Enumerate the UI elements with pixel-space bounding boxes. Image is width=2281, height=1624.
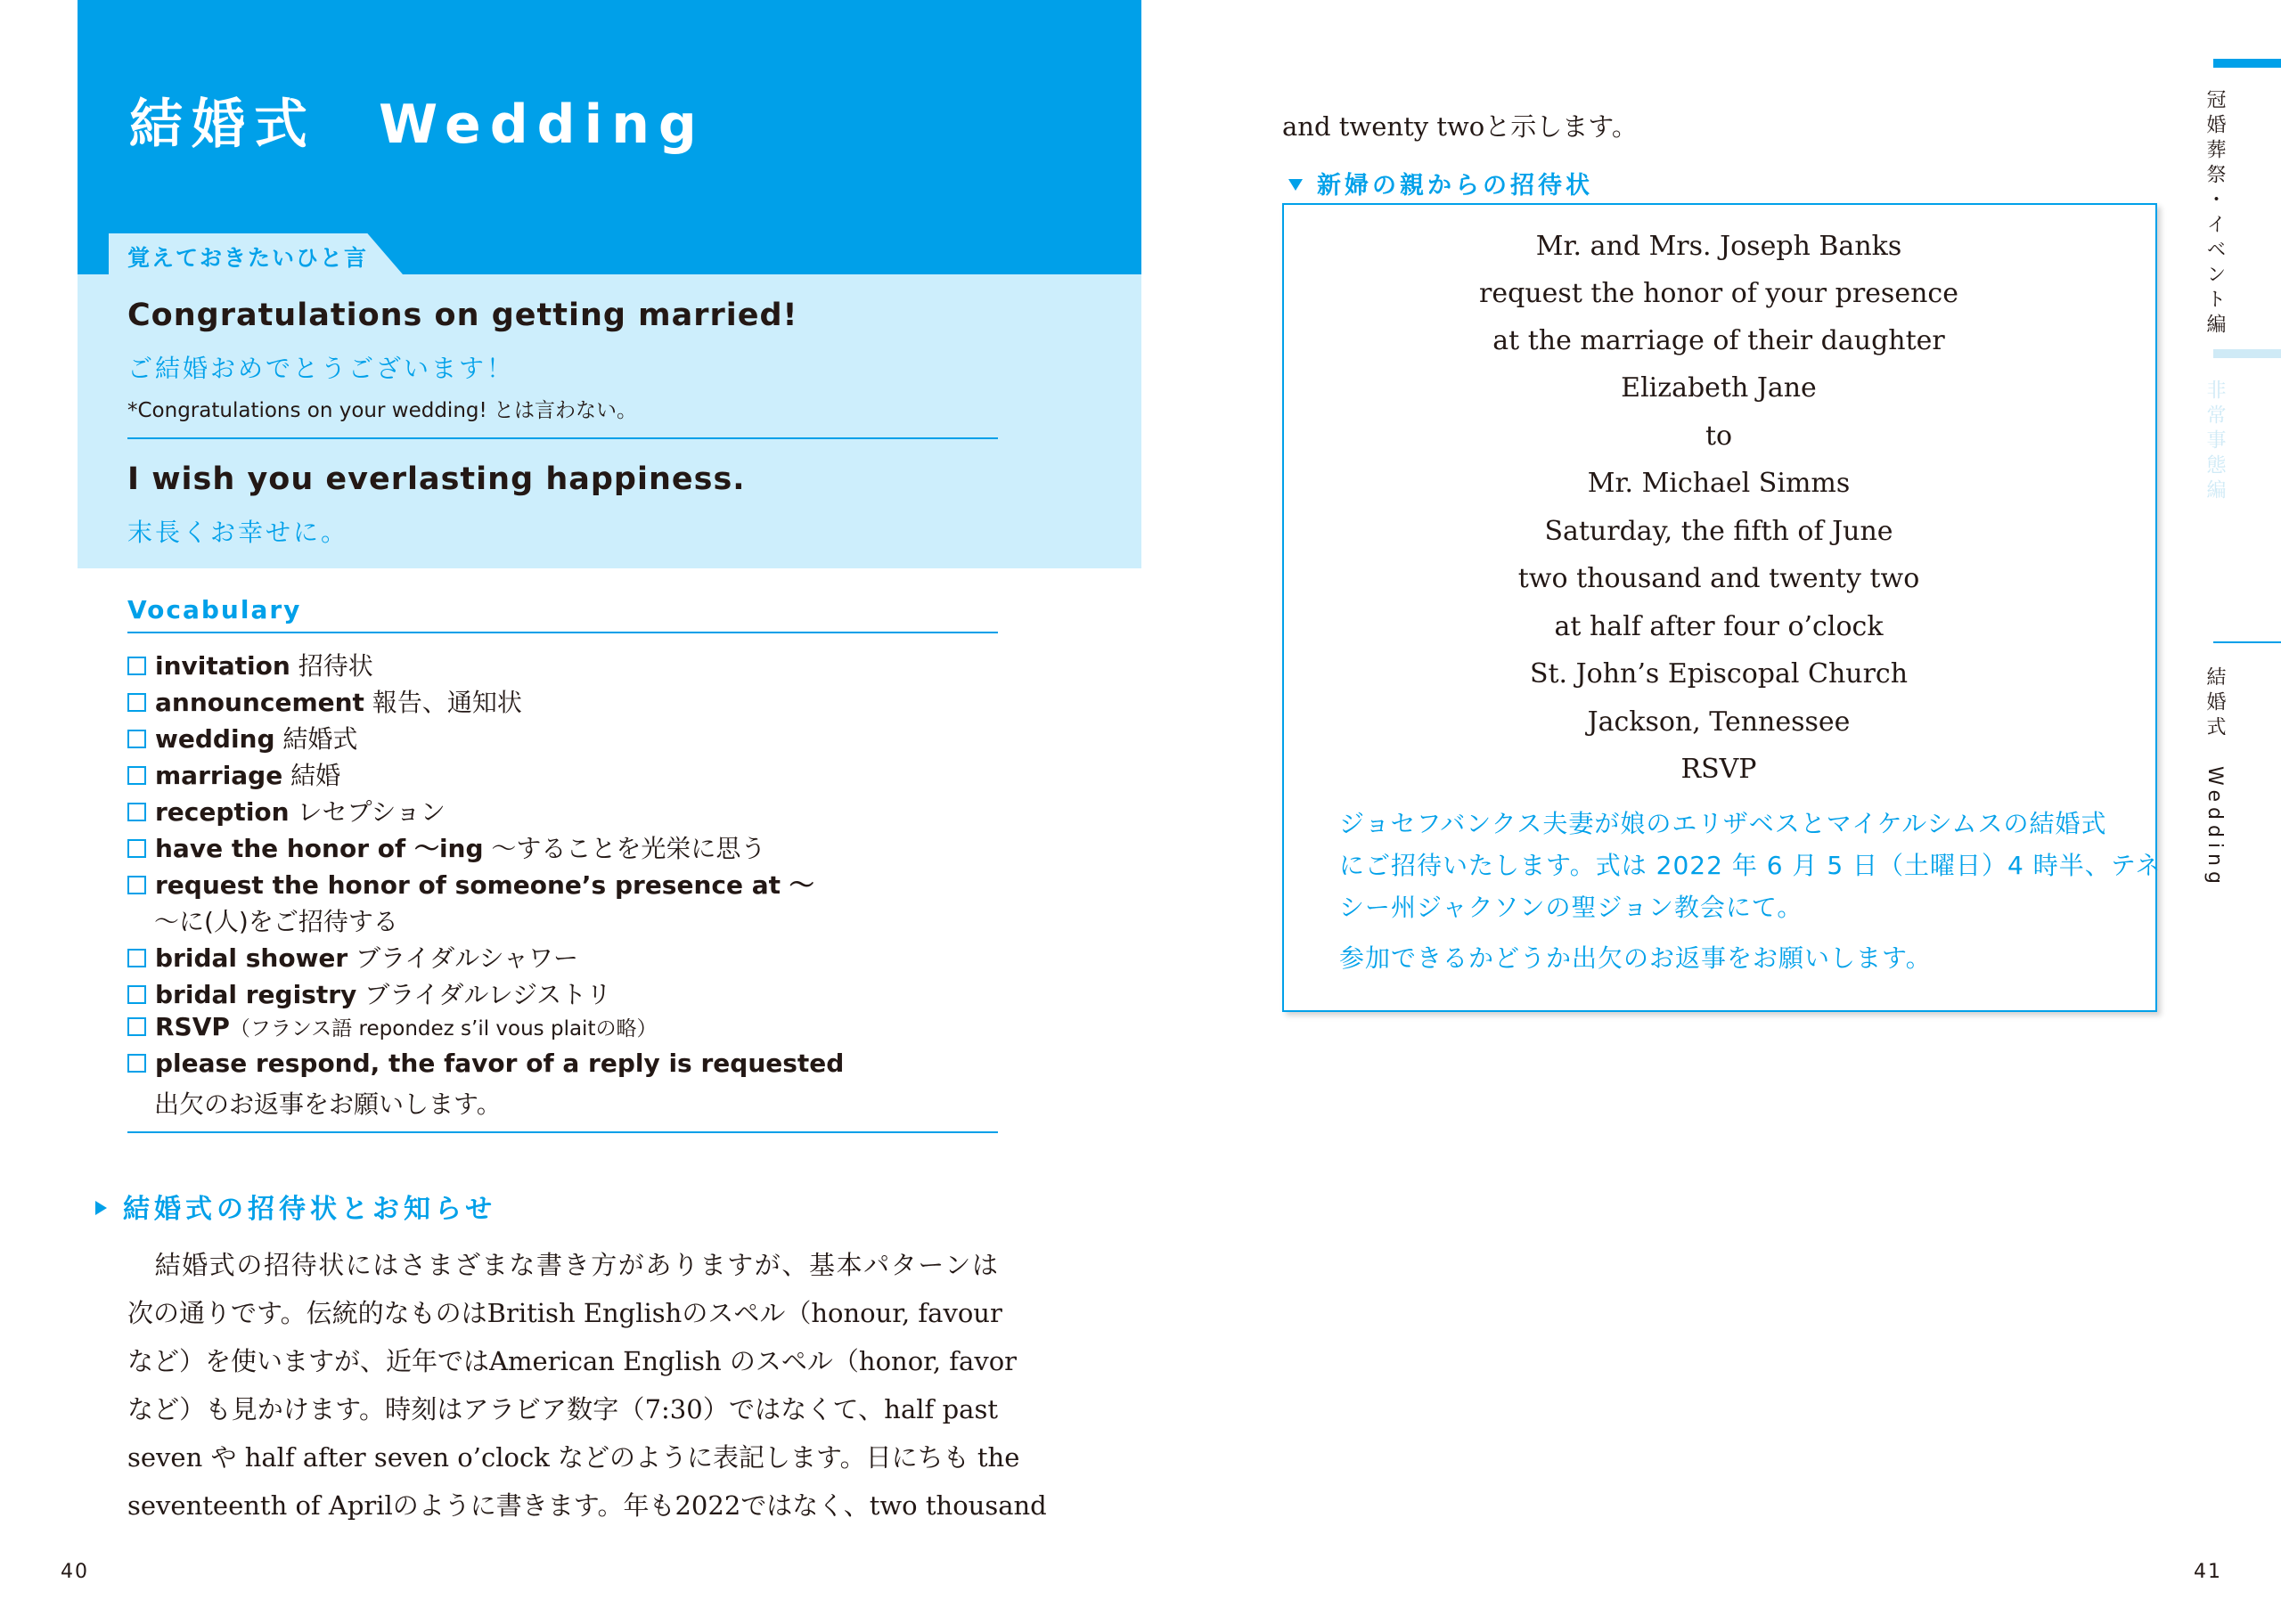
phrase-en: Congratulations on getting married!	[127, 298, 798, 333]
divider	[127, 1131, 998, 1133]
phrase-jp: ご結婚おめでとうございます！	[127, 354, 515, 383]
invitation-line: Saturday, the fifth of June	[1544, 516, 1893, 547]
translation-line: にご招待いたします。式は 2022 年 6 月 5 日（土曜日）4 時半、テネ	[1339, 851, 2162, 880]
index-label-ceremonies[interactable]: 冠婚葬祭・イベント編	[2203, 89, 2226, 339]
invitation-heading: 新婦の親からの招待状	[1288, 166, 1593, 200]
checkbox-icon	[127, 949, 146, 967]
body-text-line: など）を使いますが、近年ではAmerican English のスペル（honor, favor	[127, 1346, 1018, 1376]
vocab-item: RSVP（フランス語 repondez s’il vous plaitの略）	[127, 1012, 657, 1041]
checkbox-icon	[127, 803, 146, 821]
phrase-jp: 末長くお幸せに。	[127, 518, 349, 547]
index-divider	[2213, 641, 2281, 643]
checkbox-icon	[127, 730, 146, 748]
vocab-item: bridal registry ブライダルレジストリ	[127, 975, 611, 1011]
triangle-down-icon	[1288, 179, 1303, 191]
index-bar-active	[2213, 59, 2281, 68]
body-text-line: seventeenth of Aprilのように書きます。年も2022ではなく、two thousand	[127, 1490, 1047, 1521]
vocab-item: reception レセプション	[127, 793, 446, 828]
vocab-item: announcement 報告、通知状	[127, 683, 522, 719]
invitation-line: to	[1705, 420, 1733, 452]
body-text-line: seven や half after seven o’clock などのように表記します。日にちも the	[127, 1442, 1020, 1473]
continuation-text: and twenty twoと示します。	[1282, 111, 1638, 142]
divider	[127, 437, 998, 439]
phrase-en: I wish you everlasting happiness.	[127, 461, 746, 497]
translation-line: 参加できるかどうか出欠のお返事をお願いします。	[1339, 943, 1932, 973]
vocab-item: have the honor of ～ing ～することを光栄に思う	[127, 829, 765, 865]
title-banner	[78, 0, 1141, 274]
checkbox-icon	[127, 1017, 146, 1036]
index-label-wedding[interactable]: 結婚式 Wedding	[2203, 666, 2226, 889]
body-text-line: など）も見かけます。時刻はアラビア数字（7:30）ではなくて、half past	[127, 1394, 998, 1424]
checkbox-icon	[127, 657, 146, 675]
vocab-item: request the honor of someone’s presence at ～	[127, 866, 814, 902]
checkbox-icon	[127, 985, 146, 1004]
index-bar-inactive	[2213, 349, 2281, 358]
invitation-line: St. John’s Episcopal Church	[1529, 658, 1909, 690]
vocab-sub: ～に(人)をご招待する	[154, 907, 398, 936]
vocab-item: wedding 結婚式	[127, 720, 357, 755]
invitation-line: at the marriage of their daughter	[1492, 325, 1945, 356]
invitation-line: at half after four o’clock	[1554, 611, 1884, 642]
checkbox-icon	[127, 693, 146, 712]
invitation-line: two thousand and twenty two	[1517, 563, 1920, 594]
checkbox-icon	[127, 839, 146, 858]
invitation-line: Jackson, Tennessee	[1587, 706, 1851, 738]
body-text-line: 結婚式の招待状にはさまざまな書き方がありますが、基本パターンは	[127, 1250, 998, 1280]
triangle-right-icon	[95, 1201, 107, 1215]
vocabulary-title: Vocabulary	[127, 595, 302, 624]
vocab-item: please respond, the favor of a reply is requested	[127, 1049, 844, 1078]
index-label-emergency[interactable]: 非常事態編	[2203, 379, 2226, 504]
translation-line: シー州ジャクソンの聖ジョン教会にて。	[1339, 893, 1803, 922]
invitation-line: Elizabeth Jane	[1621, 372, 1817, 404]
body-text-line: 次の通りです。伝統的なものはBritish Englishのスペル（honour, favour	[127, 1298, 1002, 1328]
page-number: 40	[61, 1561, 89, 1583]
vocab-sub: 出欠のお返事をお願いします。	[154, 1089, 502, 1119]
phrases-tab-label: 覚えておきたいひと言	[127, 245, 369, 271]
checkbox-icon	[127, 766, 146, 785]
invitation-line: RSVP	[1680, 754, 1757, 785]
vocab-item: marriage 結婚	[127, 756, 340, 792]
vocab-item: invitation 招待状	[127, 647, 373, 682]
checkbox-icon	[127, 1054, 146, 1073]
phrase-note: *Congratulations on your wedding! とは言わない。	[127, 399, 638, 422]
page-title: 結婚式 Wedding	[129, 94, 706, 156]
checkbox-icon	[127, 876, 146, 894]
invitation-line: Mr. and Mrs. Joseph Banks	[1535, 231, 1902, 262]
page-number: 41	[2194, 1561, 2222, 1583]
translation-line: ジョセフバンクス夫妻が娘のエリザベスとマイケルシムスの結婚式	[1339, 809, 2107, 838]
section-heading: 結婚式の招待状とお知らせ	[95, 1187, 496, 1226]
invitation-line: request the honor of your presence	[1479, 278, 1958, 309]
vocab-item: bridal shower ブライダルシャワー	[127, 939, 578, 975]
invitation-line: Mr. Michael Simms	[1587, 468, 1851, 499]
divider	[127, 632, 998, 633]
